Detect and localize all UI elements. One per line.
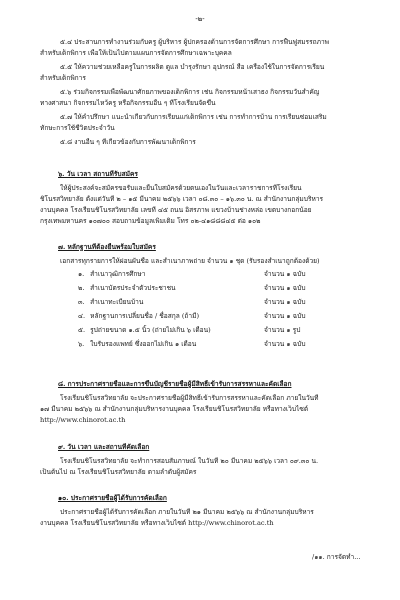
section-7-intro: เอกสารทุกรายการให้ผ่อนผันชื่อ และสำเนาภาพถ่าย จำนวน ๑ ชุด (รับรองสำเนาถูกต้องด้วย) — [60, 257, 320, 265]
clause-5-4-line-1: ๕.๔ ประสานการทำงานร่วมกับครู ผู้บริหาร ผู้ปกครองด้านการจัดการศึกษา การฟื้นฟูสมรรถภาพ — [60, 38, 330, 46]
continuation-note: /๑๑. การจัดทำ... — [312, 553, 361, 561]
clause-5-5-line-2: สำหรับเด็กพิการ — [40, 74, 86, 82]
clause-5-6-line-2: ทางศาสนา กิจกรรมไหว้ครู หรือกิจกรรมอื่น ๆ ที่โรงเรียนจัดขึ้น — [40, 99, 216, 107]
section-6-line-2: ชิโนรสวิทยาลัย ตั้งแต่วันที่ ๒ – ๑๕ มีนาคม ๒๕๖๖ เวลา ๐๘.๓๐ – ๑๖.๓๐ น. ณ สำนักงานกลุ่มบริหาร — [40, 195, 324, 203]
item-quantity: จำนวน ๑ ฉบับ — [264, 298, 306, 306]
clause-5-8: ๕.๘ งานอื่น ๆ ที่เกี่ยวข้องกับการพัฒนาเด็กพิการ — [60, 138, 196, 146]
clause-5-5-line-1: ๕.๕ ให้ความช่วยเหลือครูในการผลิต ดูแล บำรุงรักษา อุปกรณ์ สื่อ เครื่องใช้ในการจัดการเรียน — [60, 63, 325, 71]
item-label: สำเนาวุฒิการศึกษา — [90, 270, 146, 278]
section-6-line-3: งานบุคคล โรงเรียนชิโนรสวิทยาลัย เลขที่ ๔๕ ถนน อิสรภาพ แขวงบ้านช่างหล่อ เขตบางกอกน้อย — [40, 206, 312, 214]
item-quantity: จำนวน ๑ รูป — [264, 326, 301, 334]
section-7-heading: ๗. หลักฐานที่ต้องยื่นพร้อมใบสมัคร — [58, 243, 156, 251]
item-number: ๖. — [78, 340, 85, 348]
section-6-heading: ๖. วัน เวลา สถานที่รับสมัคร — [58, 170, 138, 178]
item-quantity: จำนวน ๑ ฉบับ — [264, 270, 306, 278]
section-9-line-1: โรงเรียนชิโนรสวิทยาลัย จะทำการสอบสัมภาษณ์ ในวันที่ ๒๐ มีนาคม ๒๕๖๖ เวลา ๐๙.๓๐ น. — [60, 457, 319, 465]
document-item — [78, 326, 338, 335]
item-number: ๑. — [78, 270, 85, 278]
section-10-heading: ๑๐. ประกาศรายชื่อผู้ได้รับการคัดเลือก — [58, 494, 167, 502]
website-link[interactable]: http://www.chinorot.ac.th — [40, 416, 126, 424]
section-8-line-2: ๑๗ มีนาคม ๒๕๖๖ ณ สำนักงานกลุ่มบริหารงานบุคคล โรงเรียนชิโนรสวิทยาลัย หรือทางเว็บไซต์ — [40, 405, 309, 413]
document-item — [78, 312, 338, 321]
item-label: หลักฐานการเปลี่ยนชื่อ / ชื่อสกุล (ถ้ามี) — [90, 312, 200, 320]
section-6-line-4: กรุงเทพมหานคร ๑๐๗๐๐ สอบถามข้อมูลเพิ่มเติม โทร ๐๒-๔๑๘๘๘๔๕ ต่อ ๑๐๒ — [40, 217, 261, 225]
section-10-line-1: ประกาศรายชื่อผู้ได้รับการคัดเลือก ภายในวันที่ ๒๑ มีนาคม ๒๕๖๖ ณ สำนักงานกลุ่มบริหาร — [60, 508, 314, 516]
item-number: ๔. — [78, 312, 86, 320]
clause-5-4-line-2: สำหรับเด็กพิการ เพื่อให้เป็นไปตามแผนการจัดการศึกษาเฉพาะบุคคล — [40, 49, 232, 57]
document-item — [78, 298, 338, 307]
clause-5-7-line-1: ๕.๗ ให้คำปรึกษา แนะนำเกี่ยวกับการเรียนแก่เด็กพิการ เช่น การทำการบ้าน การเรียนซ่อมเสริม — [60, 113, 327, 121]
section-8-line-1: โรงเรียนชิโนรสวิทยาลัย จะประกาศรายชื่อผู้มีสิทธิ์เข้ารับการสรรหาและคัดเลือก ภายในวันที่ — [60, 394, 319, 402]
item-quantity: จำนวน ๑ ฉบับ — [264, 312, 306, 320]
document-item — [78, 284, 338, 293]
item-quantity: จำนวน ๑ ฉบับ — [264, 284, 306, 292]
page-number: -๒- — [195, 15, 205, 23]
item-label: ใบรับรองแพทย์ ซึ่งออกไม่เกิน ๑ เดือน — [90, 340, 197, 348]
document-item — [78, 270, 338, 279]
section-9-line-2: เป็นต้นไป ณ โรงเรียนชิโนรสวิทยาลัย ตามลำดับผู้สมัคร — [40, 468, 197, 476]
document-item — [78, 340, 338, 349]
section-8-heading: ๘. การประกาศรายชื่อและการขึ้นบัญชีรายชื่อผู้มีสิทธิ์เข้ารับการสรรหาและคัดเลือก — [58, 380, 292, 388]
item-number: ๓. — [78, 298, 85, 306]
item-quantity: จำนวน ๑ ฉบับ — [264, 340, 306, 348]
clause-5-6-line-1: ๕.๖ ร่วมกิจกรรมเพื่อพัฒนาศักยภาพของเด็กพิการ เช่น กิจกรรมหน้าเสาธง กิจกรรมวันสำคัญ — [60, 88, 320, 96]
item-label: สำเนาทะเบียนบ้าน — [90, 298, 144, 306]
item-number: ๕. — [78, 326, 86, 334]
item-label: รูปถ่ายขนาด ๑.๕ นิ้ว (ถ่ายไม่เกิน ๖ เดือน) — [90, 326, 211, 334]
item-number: ๒. — [78, 284, 85, 292]
item-label: สำเนาบัตรประจำตัวประชาชน — [90, 284, 176, 292]
section-6-line-1: ให้ผู้ประสงค์จะสมัครขอรับและยื่นใบสมัครด้วยตนเองในวันและเวลาราชการที่โรงเรียน — [60, 184, 302, 192]
section-9-heading: ๙. วัน เวลา และสถานที่คัดเลือก — [58, 443, 150, 451]
section-10-line-2: งานบุคคล โรงเรียนชิโนรสวิทยาลัย หรือทางเว็บไซต์ http://www.chinorot.ac.th — [40, 519, 274, 527]
clause-5-7-line-2: ทักษะการใช้ชีวิตประจำวัน — [40, 124, 115, 132]
